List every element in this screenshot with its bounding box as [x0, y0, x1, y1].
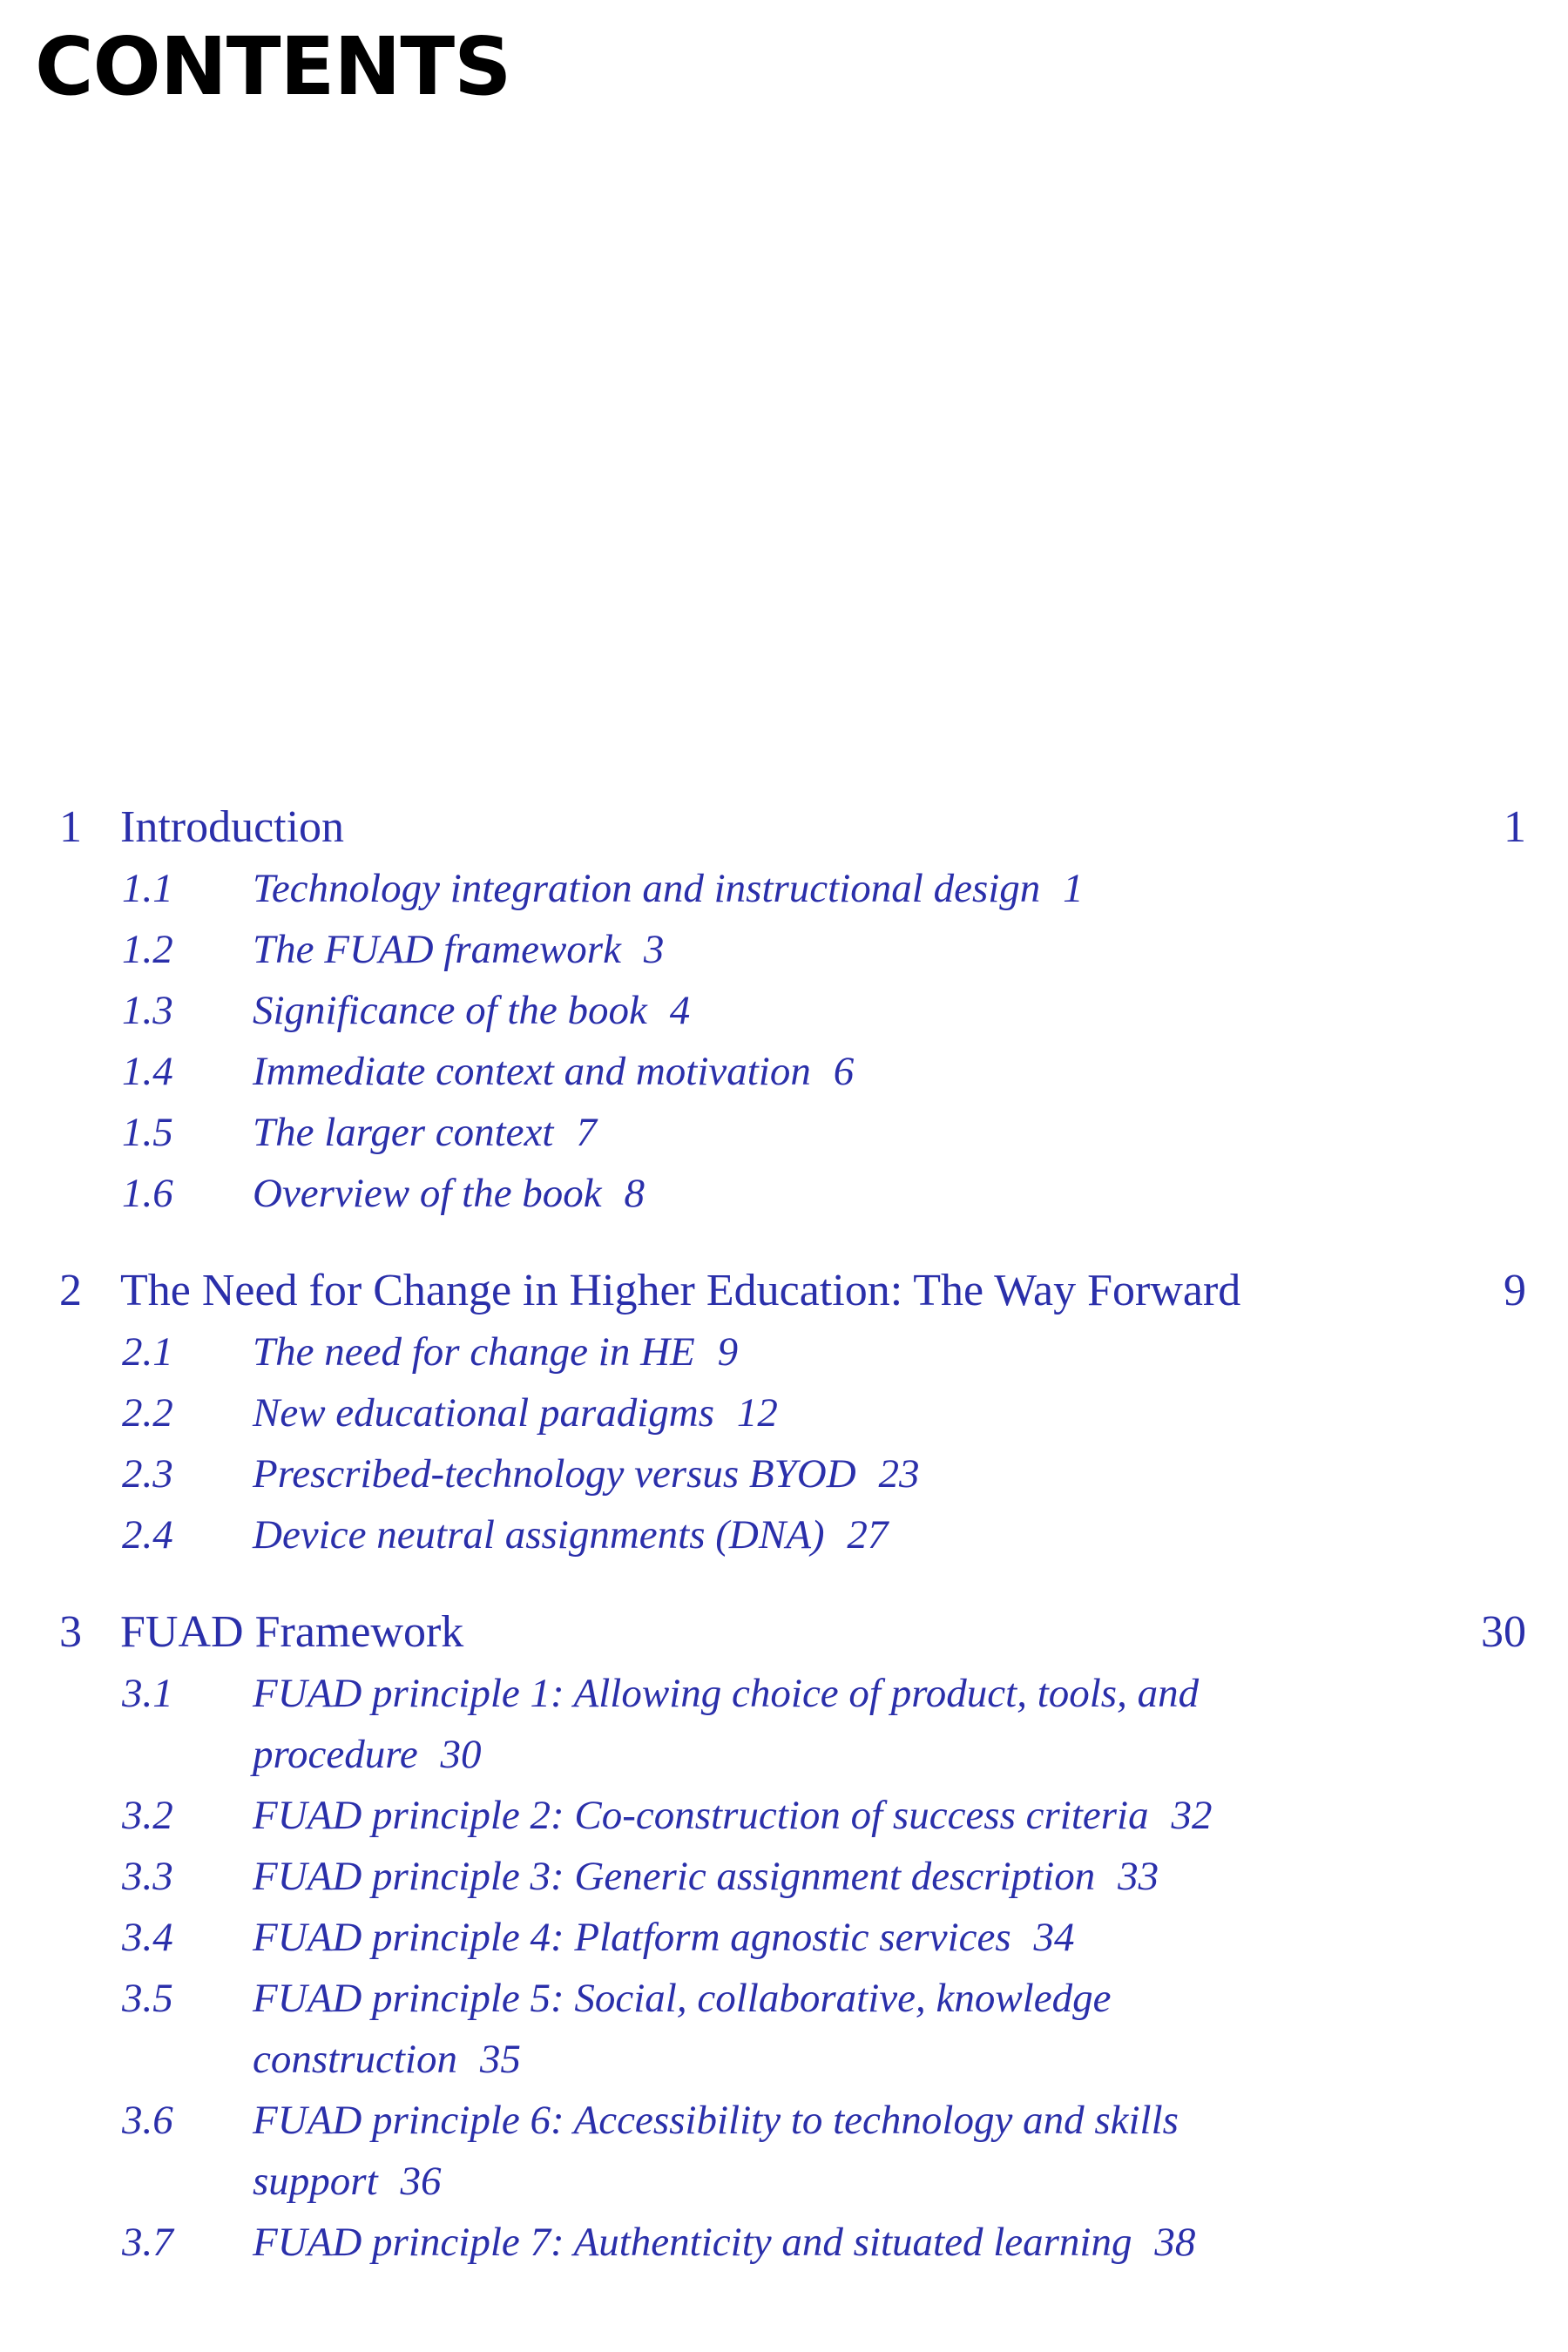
section-title: Prescribed-technology versus BYOD [253, 1451, 856, 1497]
section-number: 2.2 [122, 1390, 173, 1436]
chapter-title: The Need for Change in Higher Education: The Way Forward [120, 1266, 1241, 1315]
section-page-number: 8 [624, 1171, 645, 1216]
section-number: 3.3 [122, 1854, 173, 1899]
section-page-number: 34 [1033, 1915, 1075, 1960]
section-page-number: 35 [479, 2037, 521, 2082]
section-number: 3.5 [122, 1976, 173, 2021]
section-number: 3.2 [122, 1793, 173, 1838]
section-number: 1.5 [122, 1110, 173, 1155]
section-number: 3.1 [122, 1671, 173, 1716]
section-title: Significance of the book [253, 988, 647, 1033]
chapter-page-number: 9 [1504, 1266, 1526, 1315]
section-number: 3.4 [122, 1915, 173, 1960]
section-title: Immediate context and motivation [253, 1049, 811, 1094]
section-link-1-4[interactable] [0, 1041, 1568, 1102]
section-page-number: 30 [440, 1732, 482, 1777]
section-link-1-1[interactable] [0, 858, 1568, 919]
section-title: The FUAD framework [253, 927, 621, 972]
chapter-1 [0, 797, 1568, 1224]
section-link-3-5[interactable] [0, 1968, 1568, 2090]
chapter-title: FUAD Framework [120, 1607, 464, 1657]
section-link-3-4[interactable] [0, 1907, 1568, 1968]
section-page-number: 27 [847, 1512, 889, 1558]
chapter-number: 2 [59, 1266, 82, 1315]
section-page-number: 4 [669, 988, 691, 1033]
chapter-3 [0, 1602, 1568, 2273]
section-title: FUAD principle 3: Generic assignment description [253, 1854, 1096, 1899]
section-page-number: 7 [576, 1110, 597, 1155]
section-title: New educational paradigms [253, 1390, 715, 1436]
section-title: Technology integration and instructional design [253, 866, 1041, 911]
section-title: FUAD principle 6: Accessibility to technology and skills support [253, 2098, 1179, 2204]
section-page-number: 23 [878, 1451, 920, 1497]
section-number: 2.1 [122, 1329, 173, 1375]
section-number: 3.7 [122, 2220, 173, 2265]
table-of-contents [0, 797, 1568, 2309]
chapter-number: 1 [59, 802, 82, 852]
section-title: Device neutral assignments (DNA) [253, 1512, 825, 1558]
section-number: 1.4 [122, 1049, 173, 1094]
chapter-2 [0, 1260, 1568, 1565]
section-page-number: 12 [736, 1390, 778, 1436]
section-link-2-4[interactable] [0, 1504, 1568, 1565]
section-link-1-6[interactable] [0, 1163, 1568, 1224]
section-number: 1.2 [122, 927, 173, 972]
section-number: 2.3 [122, 1451, 173, 1497]
section-link-1-2[interactable] [0, 919, 1568, 980]
section-page-number: 36 [400, 2159, 442, 2204]
section-number: 1.1 [122, 866, 173, 911]
section-link-3-3[interactable] [0, 1846, 1568, 1907]
section-link-1-5[interactable] [0, 1102, 1568, 1163]
section-page-number: 9 [717, 1329, 739, 1375]
section-link-3-1[interactable] [0, 1663, 1568, 1785]
chapter-heading-link[interactable] [0, 797, 1568, 858]
section-link-1-3[interactable] [0, 980, 1568, 1041]
section-number: 1.6 [122, 1171, 173, 1216]
chapter-heading-link[interactable] [0, 1260, 1568, 1321]
section-title: FUAD principle 7: Authenticity and situated learning [253, 2220, 1132, 2265]
section-number: 2.4 [122, 1512, 173, 1558]
section-link-2-3[interactable] [0, 1443, 1568, 1504]
section-page-number: 1 [1063, 866, 1084, 911]
section-page-number: 32 [1171, 1793, 1213, 1838]
page-title: CONTENTS [35, 20, 511, 113]
section-page-number: 38 [1154, 2220, 1196, 2265]
section-page-number: 6 [833, 1049, 855, 1094]
section-title: FUAD principle 1: Allowing choice of product, tools, and procedure [253, 1671, 1200, 1777]
section-link-2-1[interactable] [0, 1321, 1568, 1382]
section-title: The need for change in HE [253, 1329, 695, 1375]
section-link-3-2[interactable] [0, 1785, 1568, 1846]
section-title: Overview of the book [253, 1171, 602, 1216]
section-title: FUAD principle 4: Platform agnostic services [253, 1915, 1011, 1960]
chapter-page-number: 1 [1504, 802, 1526, 852]
section-title: FUAD principle 2: Co-construction of success criteria [253, 1793, 1149, 1838]
chapter-number: 3 [59, 1607, 82, 1657]
section-number: 1.3 [122, 988, 173, 1033]
section-title: The larger context [253, 1110, 554, 1155]
chapter-page-number: 30 [1481, 1607, 1526, 1657]
chapter-title: Introduction [120, 802, 345, 852]
section-number: 3.6 [122, 2098, 173, 2143]
chapter-heading-link[interactable] [0, 1602, 1568, 1663]
section-link-2-2[interactable] [0, 1382, 1568, 1443]
section-link-3-6[interactable] [0, 2090, 1568, 2212]
section-link-3-7[interactable] [0, 2212, 1568, 2273]
section-page-number: 3 [643, 927, 665, 972]
section-page-number: 33 [1118, 1854, 1159, 1899]
section-title: FUAD principle 5: Social, collaborative, knowledge construction [253, 1976, 1112, 2082]
